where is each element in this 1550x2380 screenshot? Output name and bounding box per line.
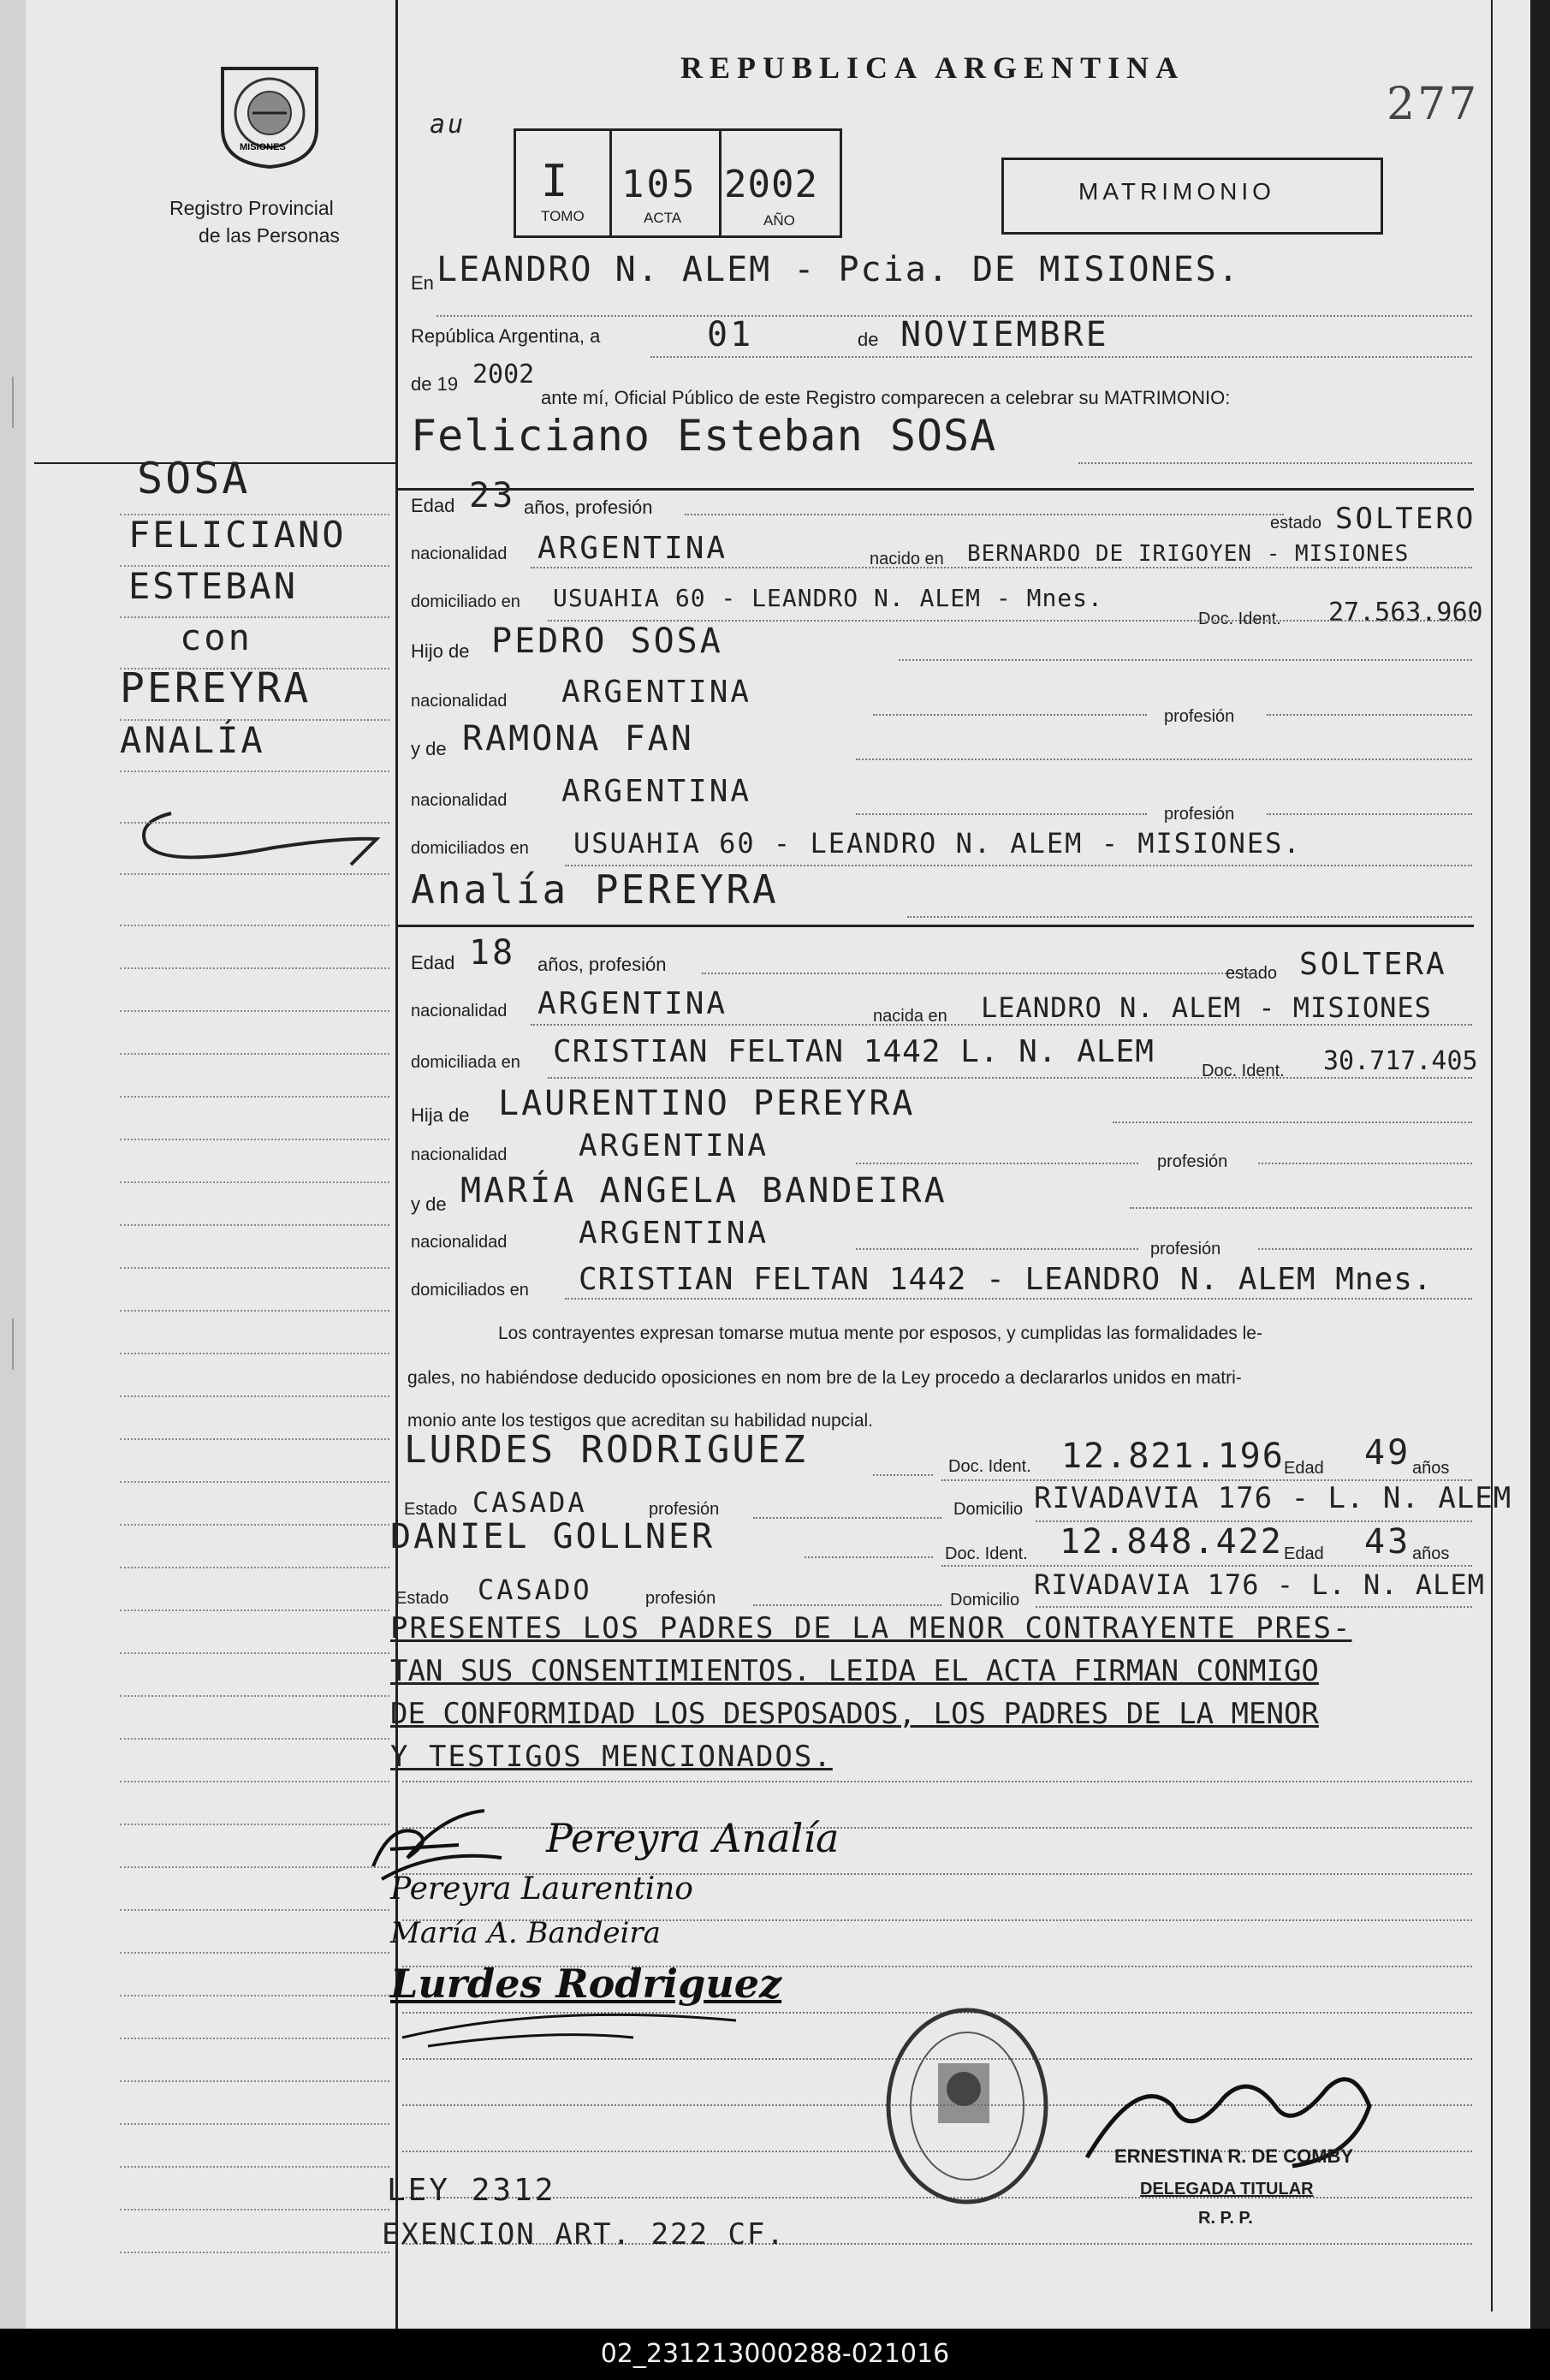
- anio-value: 2002: [724, 163, 818, 206]
- signature-1: Pereyra Analía: [546, 1815, 840, 1861]
- bride-nac-label: nacionalidad: [411, 1002, 508, 1020]
- signature-4: Lurdes Rodriguez: [390, 1961, 782, 2007]
- margin-line-1: SOSA: [137, 454, 251, 503]
- seal-text: MISIONES: [240, 142, 286, 152]
- witness-2-dom-label: Domicilio: [950, 1591, 1020, 1609]
- bride-doc-label: Doc. Ident.: [1202, 1062, 1285, 1080]
- record-divider: [719, 128, 722, 235]
- bride-madre-nac-label: nacionalidad: [411, 1233, 508, 1252]
- bride-anios-label: años, profesión: [537, 954, 667, 975]
- footnote-line-2: EXENCION ART. 222 CF.: [382, 2217, 786, 2252]
- document-id: 02_231213000288-021016: [600, 2339, 950, 2369]
- month-value: NOVIEMBRE: [900, 315, 1109, 354]
- witness-1-edad-label: Edad: [1284, 1459, 1324, 1478]
- bride-doms-label: domiciliados en: [411, 1281, 529, 1300]
- day-value: 01: [707, 315, 754, 354]
- groom-padre-prof-label: profesión: [1164, 707, 1235, 726]
- bride-padre-nac: ARGENTINA: [579, 1128, 769, 1163]
- signature-4-flourish: [377, 1986, 805, 2055]
- book-spine: [0, 0, 26, 2329]
- witness-1-doc: 12.821.196: [1061, 1437, 1285, 1476]
- groom-estado: SOLTERO: [1335, 502, 1476, 536]
- doc-type: MATRIMONIO: [1078, 178, 1275, 205]
- groom-domicilio: USUAHIA 60 - LEANDRO N. ALEM - Mnes.: [553, 584, 1103, 612]
- groom-edad: 23: [469, 476, 516, 515]
- bride-padre: LAURENTINO PEREYRA: [498, 1084, 916, 1123]
- en-label: En: [411, 272, 434, 294]
- official-title: DELEGADA TITULAR: [1140, 2180, 1314, 2199]
- bride-estado: SOLTERA: [1299, 947, 1447, 982]
- witness-1-estado-label: Estado: [404, 1500, 458, 1519]
- bride-madre-prof-label: profesión: [1150, 1240, 1221, 1258]
- signature-3: María A. Bandeira: [390, 1916, 661, 1950]
- groom-madre-nac-label: nacionalidad: [411, 791, 508, 810]
- province-seal: [205, 60, 334, 171]
- witness-2-prof-label: profesión: [645, 1589, 716, 1608]
- witness-1-estado: CASADA: [472, 1486, 587, 1519]
- bride-name: Analía PEREYRA: [411, 866, 779, 913]
- record-divider: [609, 128, 612, 235]
- bride-padres-dom: CRISTIAN FELTAN 1442 - LEANDRO N. ALEM Mnes.: [579, 1262, 1433, 1297]
- country-title: REPUBLICA ARGENTINA: [680, 51, 1185, 85]
- groom-nacionalidad: ARGENTINA: [537, 531, 728, 566]
- groom-estado-label: estado: [1270, 514, 1322, 533]
- acta-value: 105: [621, 163, 698, 206]
- groom-nacido-label: nacido en: [870, 550, 944, 568]
- right-border: [1491, 0, 1493, 2312]
- section-divider: [395, 488, 1474, 491]
- de19-label: de 19: [411, 373, 459, 395]
- witness-2-name: DANIEL GOLLNER: [390, 1517, 716, 1556]
- bride-dom-label: domiciliada en: [411, 1053, 520, 1072]
- witness-1-anios-label: años: [1412, 1459, 1450, 1478]
- groom-madre-prof-label: profesión: [1164, 805, 1235, 824]
- bride-nacida-en: LEANDRO N. ALEM - MISIONES: [981, 991, 1432, 1024]
- witness-2-edad: 43: [1364, 1522, 1411, 1562]
- groom-name: Feliciano Esteban SOSA: [411, 411, 997, 461]
- bride-padre-prof-label: profesión: [1157, 1152, 1228, 1171]
- notes-line-1: PRESENTES LOS PADRES DE LA MENOR CONTRAYENTE PRES-: [390, 1611, 1352, 1645]
- witness-1-prof-label: profesión: [649, 1500, 720, 1519]
- groom-edad-label: Edad: [411, 495, 455, 516]
- registry-label-1: Registro Provincial: [169, 197, 334, 219]
- bride-padre-nac-label: nacionalidad: [411, 1145, 508, 1164]
- ante-text: ante mí, Oficial Público de este Registro comparecen a celebrar su MATRIMONIO:: [541, 387, 1231, 408]
- witness-1-edad: 49: [1364, 1433, 1411, 1473]
- witness-2-estado: CASADO: [478, 1574, 592, 1606]
- groom-padre: PEDRO SOSA: [491, 622, 723, 661]
- de-label: de: [858, 329, 879, 350]
- bride-madre-nac: ARGENTINA: [579, 1216, 769, 1251]
- declaration-line-3: monio ante los testigos que acreditan su habilidad nupcial.: [407, 1411, 874, 1431]
- groom-padre-nac-label: nacionalidad: [411, 692, 508, 711]
- notes-line-2: TAN SUS CONSENTIMIENTOS. LEIDA EL ACTA FIRMAN CONMIGO: [390, 1654, 1319, 1688]
- notes-line-3: DE CONFORMIDAD LOS DESPOSADOS, LOS PADRES DE LA MENOR: [390, 1697, 1319, 1731]
- bride-domicilio: CRISTIAN FELTAN 1442 L. N. ALEM: [553, 1034, 1155, 1069]
- page-number: 277: [1387, 79, 1480, 130]
- witness-2-doc: 12.848.422: [1060, 1522, 1283, 1562]
- bride-edad: 18: [469, 933, 516, 973]
- official-signature: [1070, 2055, 1429, 2192]
- bride-nacida-label: nacida en: [873, 1007, 947, 1026]
- bride-edad-label: Edad: [411, 952, 455, 973]
- witness-2-anios-label: años: [1412, 1544, 1450, 1563]
- bride-estado-label: estado: [1226, 964, 1278, 983]
- bride-hija-label: Hija de: [411, 1104, 470, 1126]
- groom-hijo-label: Hijo de: [411, 640, 470, 662]
- registry-label-2: de las Personas: [199, 224, 340, 247]
- groom-padre-nac: ARGENTINA: [561, 675, 752, 710]
- signature-2: Pereyra Laurentino: [390, 1871, 693, 1907]
- bride-nacionalidad: ARGENTINA: [537, 986, 728, 1021]
- declaration-line-2: gales, no habiéndose deducido oposiciones en nom bre de la Ley procedo a declararlos unidos en matri-: [407, 1368, 1242, 1388]
- margin-line-4: con: [180, 616, 252, 658]
- margin-flourish: [120, 796, 394, 873]
- groom-doc-label: Doc. Ident.: [1198, 610, 1281, 628]
- margin-line-5: PEREYRA: [120, 664, 312, 712]
- groom-padres-dom: USUAHIA 60 - LEANDRO N. ALEM - MISIONES.: [573, 827, 1302, 860]
- place-value: LEANDRO N. ALEM - Pcia. DE MISIONES.: [436, 250, 1240, 289]
- witness-1-name: LURDES RODRIGUEZ: [404, 1428, 808, 1472]
- witness-2-domicilio: RIVADAVIA 176 - L. N. ALEM: [1034, 1568, 1485, 1601]
- witness-1-doc-label: Doc. Ident.: [948, 1457, 1031, 1476]
- anio-label: AÑO: [763, 212, 795, 229]
- margin-line-2: FELICIANO: [128, 514, 347, 556]
- groom-nacido-en: BERNARDO DE IRIGOYEN - MISIONES: [967, 541, 1410, 567]
- groom-dom-label: domiciliado en: [411, 592, 520, 611]
- witness-2-edad-label: Edad: [1284, 1544, 1324, 1563]
- footnote-line-1: LEY 2312: [387, 2173, 556, 2208]
- binding-hole: [12, 377, 22, 428]
- document-id-bar: [0, 2329, 1550, 2380]
- bride-doc: 30.717.405: [1323, 1046, 1478, 1076]
- margin-line-3: ESTEBAN: [128, 565, 299, 607]
- year-value: 2002: [472, 360, 535, 390]
- groom-yde-label: y de: [411, 738, 447, 759]
- binding-hole: [12, 1318, 22, 1370]
- official-office: R. P. P.: [1198, 2209, 1253, 2228]
- official-name: ERNESTINA R. DE COMBY: [1114, 2145, 1354, 2167]
- groom-doc: 27.563.960: [1328, 598, 1483, 628]
- bride-madre: MARÍA ANGELA BANDEIRA: [460, 1171, 947, 1211]
- groom-nac-label: nacionalidad: [411, 544, 508, 563]
- witness-1-domicilio: RIVADAVIA 176 - L. N. ALEM: [1034, 1481, 1512, 1515]
- acta-label: ACTA: [644, 210, 682, 226]
- handwritten-mark: au: [430, 110, 466, 140]
- groom-madre: RAMONA FAN: [462, 719, 694, 759]
- groom-doms-label: domiciliados en: [411, 839, 529, 858]
- declaration-line-1: Los contrayentes expresan tomarse mutua mente por esposos, y cumplidas las formalidades le-: [498, 1324, 1262, 1343]
- witness-2-estado-label: Estado: [395, 1589, 449, 1608]
- margin-line-6: ANALÍA: [120, 719, 265, 761]
- groom-anios-label: años, profesión: [524, 497, 653, 518]
- section-divider: [395, 925, 1474, 927]
- witness-2-doc-label: Doc. Ident.: [945, 1544, 1028, 1563]
- tomo-value: I: [541, 156, 571, 207]
- republica-label: República Argentina, a: [411, 325, 601, 347]
- official-seal: [882, 2003, 1053, 2209]
- groom-madre-nac: ARGENTINA: [561, 774, 752, 809]
- bride-yde-label: y de: [411, 1193, 447, 1215]
- notes-line-4: Y TESTIGOS MENCIONADOS.: [390, 1740, 833, 1774]
- tomo-label: TOMO: [541, 208, 585, 224]
- witness-1-dom-label: Domicilio: [953, 1500, 1024, 1519]
